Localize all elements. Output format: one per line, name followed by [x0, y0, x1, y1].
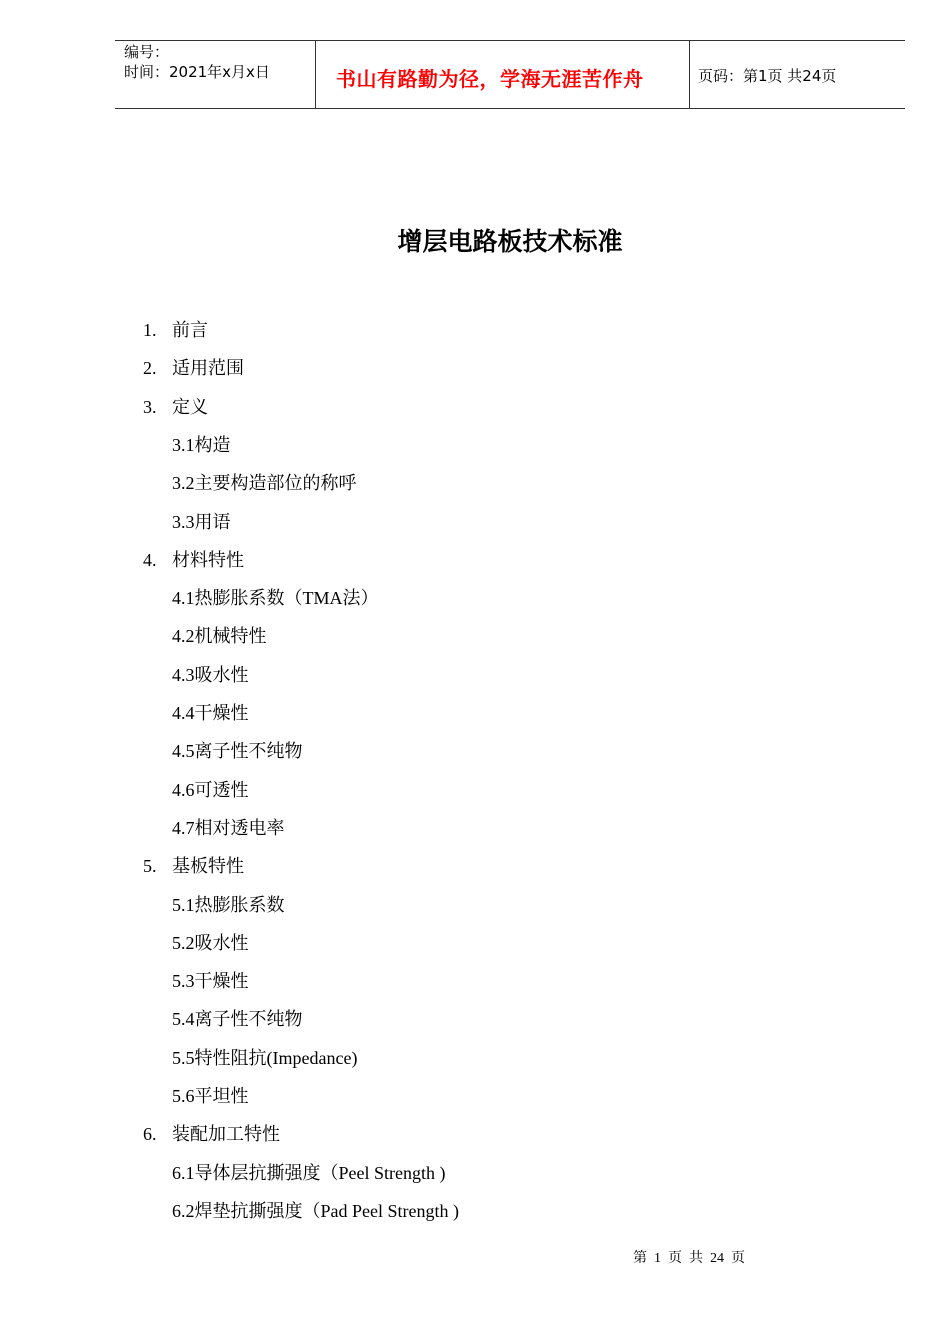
toc-item-label: 用语 — [194, 511, 231, 532]
footer-total-pages: 24 — [710, 1251, 724, 1266]
toc-item-number: 3. — [143, 396, 157, 417]
toc-item — [172, 587, 379, 609]
toc-item-number: 3.1 — [172, 434, 195, 455]
toc-item-number: 4.2 — [172, 626, 195, 647]
toc-item-label: 吸水性 — [194, 664, 249, 685]
toc-item — [172, 434, 231, 456]
toc-item — [172, 1047, 357, 1069]
toc-item-label: 相对透电率 — [194, 817, 285, 838]
toc-item-number: 4.5 — [172, 741, 195, 762]
toc-item-number: 2. — [143, 358, 157, 379]
toc-item — [172, 932, 249, 954]
toc-item-label: 装配加工特性 — [172, 1124, 280, 1145]
toc-item — [172, 740, 303, 762]
toc-item-label: 干燥性 — [194, 703, 249, 723]
toc-item-label: 适用范围 — [172, 358, 244, 379]
toc-item-number: 6. — [143, 1124, 157, 1145]
toc-item-label: 基板特性 — [172, 856, 244, 877]
toc-item — [172, 779, 249, 801]
toc-item — [172, 817, 285, 839]
toc-item-number: 6.2 — [172, 1200, 195, 1221]
toc-item — [172, 970, 249, 992]
toc-item-label: 材料特性 — [172, 549, 244, 570]
toc-item-number: 4.3 — [172, 664, 195, 685]
toc-item-label: 可透性 — [194, 779, 249, 800]
toc-item — [172, 1162, 445, 1184]
toc-item-number: 4.6 — [172, 779, 195, 800]
footer-part: 共 — [689, 1251, 703, 1266]
toc-item-number: 5. — [143, 856, 157, 877]
toc-item-label: 机械特性 — [194, 626, 267, 647]
toc-item-number: 4. — [143, 549, 157, 570]
toc-item-label: 主要构造部位的称呼 — [194, 473, 357, 494]
toc-item-number: 5.4 — [172, 1009, 195, 1030]
header-page-info: 页码：第1页 共24页 — [698, 67, 837, 85]
page-footer — [633, 1247, 752, 1267]
toc-item-label: 离子性不纯物 — [194, 741, 303, 762]
toc-item-label: 特性阻抗(Impedance) — [194, 1047, 358, 1068]
toc-item-number: 5.3 — [172, 971, 195, 992]
toc-item-label: 定义 — [172, 396, 208, 417]
toc-item — [172, 1008, 303, 1030]
toc-item-number: 3.3 — [172, 511, 195, 532]
toc-item — [172, 664, 249, 686]
toc-item-number: 6.1 — [172, 1162, 195, 1183]
toc-item-label: 前言 — [172, 320, 208, 340]
toc-item-label: 离子性不纯物 — [194, 1009, 303, 1030]
toc-item — [172, 894, 285, 916]
toc-item-number: 4.4 — [172, 703, 195, 723]
document-title: 增层电路板技术标准 — [397, 227, 623, 256]
header-motto: 书山有路勤为径，学海无涯苦作舟 — [336, 67, 644, 91]
footer-part: 页 — [731, 1251, 745, 1266]
toc-item — [172, 1200, 459, 1222]
document-code-label: 编号： — [124, 43, 170, 61]
toc-item-number: 5.5 — [172, 1047, 195, 1068]
toc-item-number: 5.2 — [172, 932, 195, 953]
toc-item-label: 构造 — [194, 434, 231, 455]
toc-item-number: 5.6 — [172, 1086, 195, 1106]
toc-item-label: 热膨胀系数 — [194, 894, 285, 915]
footer-part: 页 — [668, 1251, 682, 1266]
toc-item — [172, 511, 231, 533]
toc-item-number: 4.1 — [172, 588, 195, 609]
toc-item-label: 热膨胀系数（TMA法） — [194, 588, 379, 609]
toc-item-label: 吸水性 — [194, 932, 249, 953]
toc-item-number: 3.2 — [172, 473, 195, 494]
toc-item — [172, 1085, 249, 1107]
toc-item-label: 平坦性 — [194, 1086, 249, 1106]
toc-item — [172, 625, 267, 647]
footer-part: 第 — [633, 1251, 647, 1266]
toc-item-label: 焊垫抗撕强度（Pad Peel Strength ) — [194, 1200, 459, 1221]
toc-item-label: 干燥性 — [194, 971, 249, 992]
toc-item-number: 5.1 — [172, 894, 195, 915]
toc-item-label: 导体层抗撕强度（Peel Strength ) — [194, 1162, 446, 1183]
toc-item — [172, 472, 357, 494]
toc-item — [172, 702, 249, 724]
document-time-label: 时间：2021年x月x日 — [124, 63, 270, 81]
footer-current-page: 1 — [654, 1251, 661, 1266]
toc-item-number: 1. — [143, 320, 157, 340]
toc-item-number: 4.7 — [172, 817, 195, 838]
